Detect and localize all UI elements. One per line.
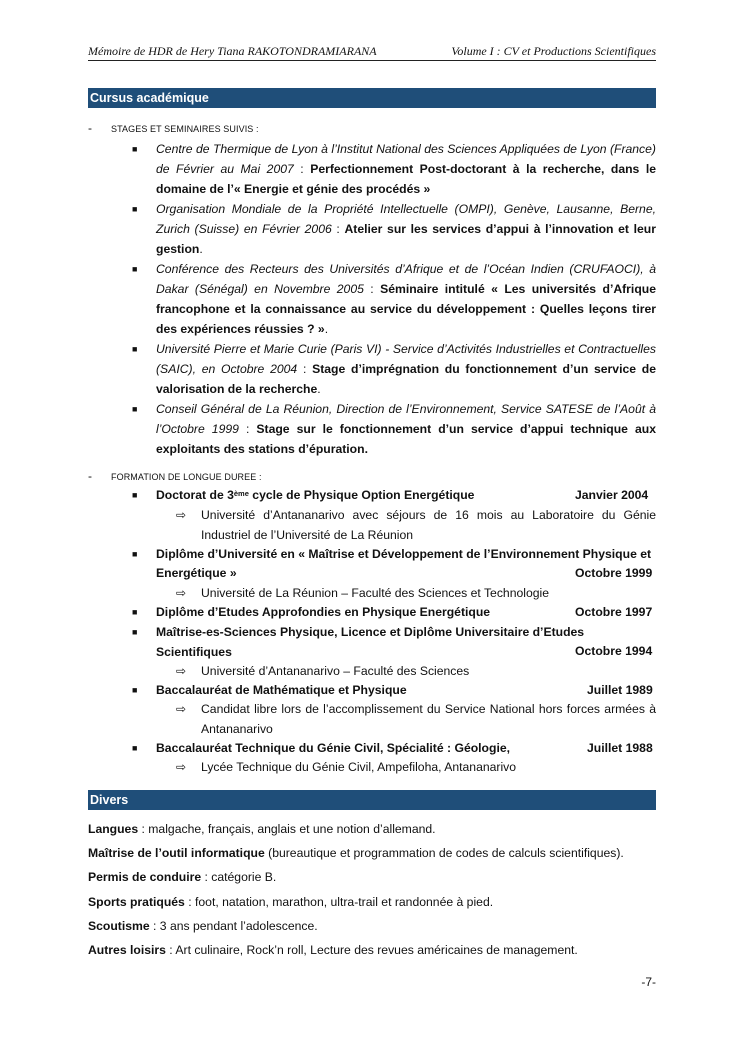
- degree-date: Octobre 1997: [575, 605, 653, 619]
- header-right: Volume I : CV et Productions Scientifiques: [451, 44, 656, 58]
- dash-marker: -: [88, 469, 93, 483]
- degree-detail: [176, 662, 656, 682]
- list-item: [132, 259, 656, 339]
- divers-text: : malgache, français, anglais et une notion d’allemand.: [138, 822, 436, 836]
- stage-sep: :: [293, 162, 311, 176]
- stage-place: Conférence des Recteurs des Universités d’Afrique et de l’Océan Indien (CRUFAOCI), à Dakar (Sénégal) en Novembre 2005: [156, 262, 656, 296]
- degree-title-cont: Energétique »: [156, 566, 237, 580]
- square-bullet-icon: ■: [132, 204, 138, 214]
- degree-date: Janvier 2004: [575, 488, 649, 502]
- square-bullet-icon: ■: [132, 627, 138, 637]
- formation-heading: [88, 469, 262, 483]
- divers-label: Maîtrise de l’outil informatique: [88, 846, 265, 860]
- degree-title: Baccalauréat de Mathématique et Physique: [156, 683, 407, 697]
- degree-date: Octobre 1999: [575, 566, 653, 580]
- degree-institution: Candidat libre lors de l’accomplissement du Service National hors forces armées à Antananarivo: [201, 702, 656, 736]
- degree-title: Diplôme d’Université en « Maîtrise et Développement de l’Environnement Physique et: [156, 547, 652, 561]
- page-header: [88, 42, 656, 61]
- divers-item: [88, 846, 624, 860]
- stage-title: Stage sur le fonctionnement d’un service d’appui technique aux exploitants des stations d’épuration.: [156, 422, 656, 456]
- stage-title: Perfectionnement Post-doctorant à la recherche, dans le domaine de l’« Energie et génie des procédés »: [156, 162, 656, 196]
- divers-text: (bureautique et programmation de codes de calculs scientifiques).: [264, 846, 624, 860]
- stages-list: [132, 139, 656, 459]
- list-item: [132, 139, 656, 199]
- stage-end: .: [317, 382, 321, 396]
- stage-title: Séminaire intitulé « Les universités d’Afrique francophone et la connaissance au service du développement : Quelles leçons tirer des expériences réussies ? »: [156, 282, 656, 336]
- stage-sep: :: [238, 422, 257, 436]
- degree-institution: Université d’Antananarivo avec séjours de 16 mois au Laboratoire du Génie Industriel de l’Université de La Réunion: [201, 508, 656, 542]
- list-item: [132, 199, 656, 259]
- square-bullet-icon: ■: [132, 264, 138, 274]
- divers-text: : Art culinaire, Rock’n roll, Lecture des revues américaines de management.: [165, 943, 578, 957]
- square-bullet-icon: ■: [132, 490, 138, 500]
- divers-item: [88, 943, 578, 957]
- degree-detail: [176, 506, 656, 545]
- list-item: [132, 399, 656, 459]
- degree-detail: [176, 758, 656, 778]
- degree-detail: [176, 700, 656, 739]
- divers-label: Autres loisirs: [88, 943, 166, 957]
- list-item: [132, 339, 656, 399]
- divers-item: [88, 895, 493, 909]
- stage-title: Atelier sur les services d’appui à l’innovation et leur gestion: [156, 222, 656, 256]
- degree-title: Baccalauréat Technique du Génie Civil, Spécialité : Géologie,: [156, 741, 510, 755]
- dash-marker: -: [88, 121, 93, 135]
- stage-place: Conseil Général de La Réunion, Direction de l’Environnement, Service SATESE de l’Août à l’Octobre 1999: [156, 402, 656, 436]
- degree-institution: Université de La Réunion – Faculté des Sciences et Technologie: [201, 586, 550, 600]
- degree-title: Diplôme d’Etudes Approfondies en Physique Energétique: [156, 605, 491, 619]
- divers-label: Permis de conduire: [88, 870, 202, 884]
- stage-place: Université Pierre et Marie Curie (Paris VI) - Service d’Activités Industrielles et Contractuelles (SAIC), en Octobre 2004: [156, 342, 656, 376]
- square-bullet-icon: ■: [132, 549, 138, 559]
- stage-place: Centre de Thermique de Lyon à l’Institut National des Sciences Appliquées de Lyon (France) de Février au Mai 2007: [156, 142, 656, 176]
- square-bullet-icon: ■: [132, 344, 138, 354]
- divers-text: : foot, natation, marathon, ultra-trail et randonnée à pied.: [184, 895, 494, 909]
- stage-sep: :: [297, 362, 313, 376]
- divers-label: Scoutisme: [88, 919, 150, 933]
- header-left: Mémoire de HDR de Hery Tiana RAKOTONDRAMIARANA: [88, 44, 377, 58]
- stage-end: .: [199, 242, 203, 256]
- stage-sep: :: [331, 222, 345, 236]
- arrow-right-icon: ⇨: [176, 664, 187, 678]
- square-bullet-icon: ■: [132, 144, 138, 154]
- divers-label: Langues: [88, 822, 139, 836]
- square-bullet-icon: ■: [132, 685, 138, 695]
- divers-text: : catégorie B.: [201, 870, 277, 884]
- divers-item: [88, 870, 276, 884]
- stages-label: STAGES ET SEMINAIRES SUIVIS :: [111, 124, 259, 134]
- divers-text: : 3 ans pendant l’adolescence.: [149, 919, 318, 933]
- stage-sep: :: [363, 282, 381, 296]
- page-number: -7-: [641, 975, 656, 989]
- arrow-right-icon: ⇨: [176, 508, 187, 522]
- degree-title: Maîtrise-es-Sciences Physique, Licence et Diplôme Universitaire d’Etudes Scientifiques: [156, 625, 585, 659]
- square-bullet-icon: ■: [132, 607, 138, 617]
- degree-date: Octobre 1994: [575, 644, 653, 658]
- arrow-right-icon: ⇨: [176, 586, 187, 600]
- formation-label: FORMATION DE LONGUE DUREE :: [111, 472, 262, 482]
- divers-item: [88, 919, 318, 933]
- divers-item: [88, 822, 436, 836]
- arrow-right-icon: ⇨: [176, 702, 187, 716]
- degree-sup: ème: [233, 489, 249, 498]
- stage-title: Stage d’imprégnation du fonctionnement d’un service de valorisation de la recherche: [156, 362, 656, 396]
- stages-heading: [88, 121, 259, 135]
- stage-end: .: [324, 322, 329, 336]
- degree-date: Juillet 1988: [587, 741, 653, 755]
- arrow-right-icon: ⇨: [176, 760, 187, 774]
- square-bullet-icon: ■: [132, 404, 138, 414]
- stage-place: Organisation Mondiale de la Propriété Intellectuelle (OMPI), Genève, Lausanne, Berne, Zurich (Suisse) en Février 2006: [156, 202, 656, 236]
- section-title-cursus: Cursus académique: [88, 88, 656, 108]
- section-title-divers: Divers: [88, 790, 656, 810]
- degree-title-cont: cycle de Physique Option Energétique: [248, 488, 475, 502]
- divers-label: Sports pratiqués: [88, 895, 185, 909]
- degree-institution: Lycée Technique du Génie Civil, Ampefiloha, Antananarivo: [201, 760, 517, 774]
- degree-institution: Université d’Antananarivo – Faculté des Sciences: [201, 664, 470, 678]
- degree-detail: [176, 584, 656, 604]
- degree-date: Juillet 1989: [587, 683, 653, 697]
- degree-title: Doctorat de 3: [156, 488, 234, 502]
- square-bullet-icon: ■: [132, 743, 138, 753]
